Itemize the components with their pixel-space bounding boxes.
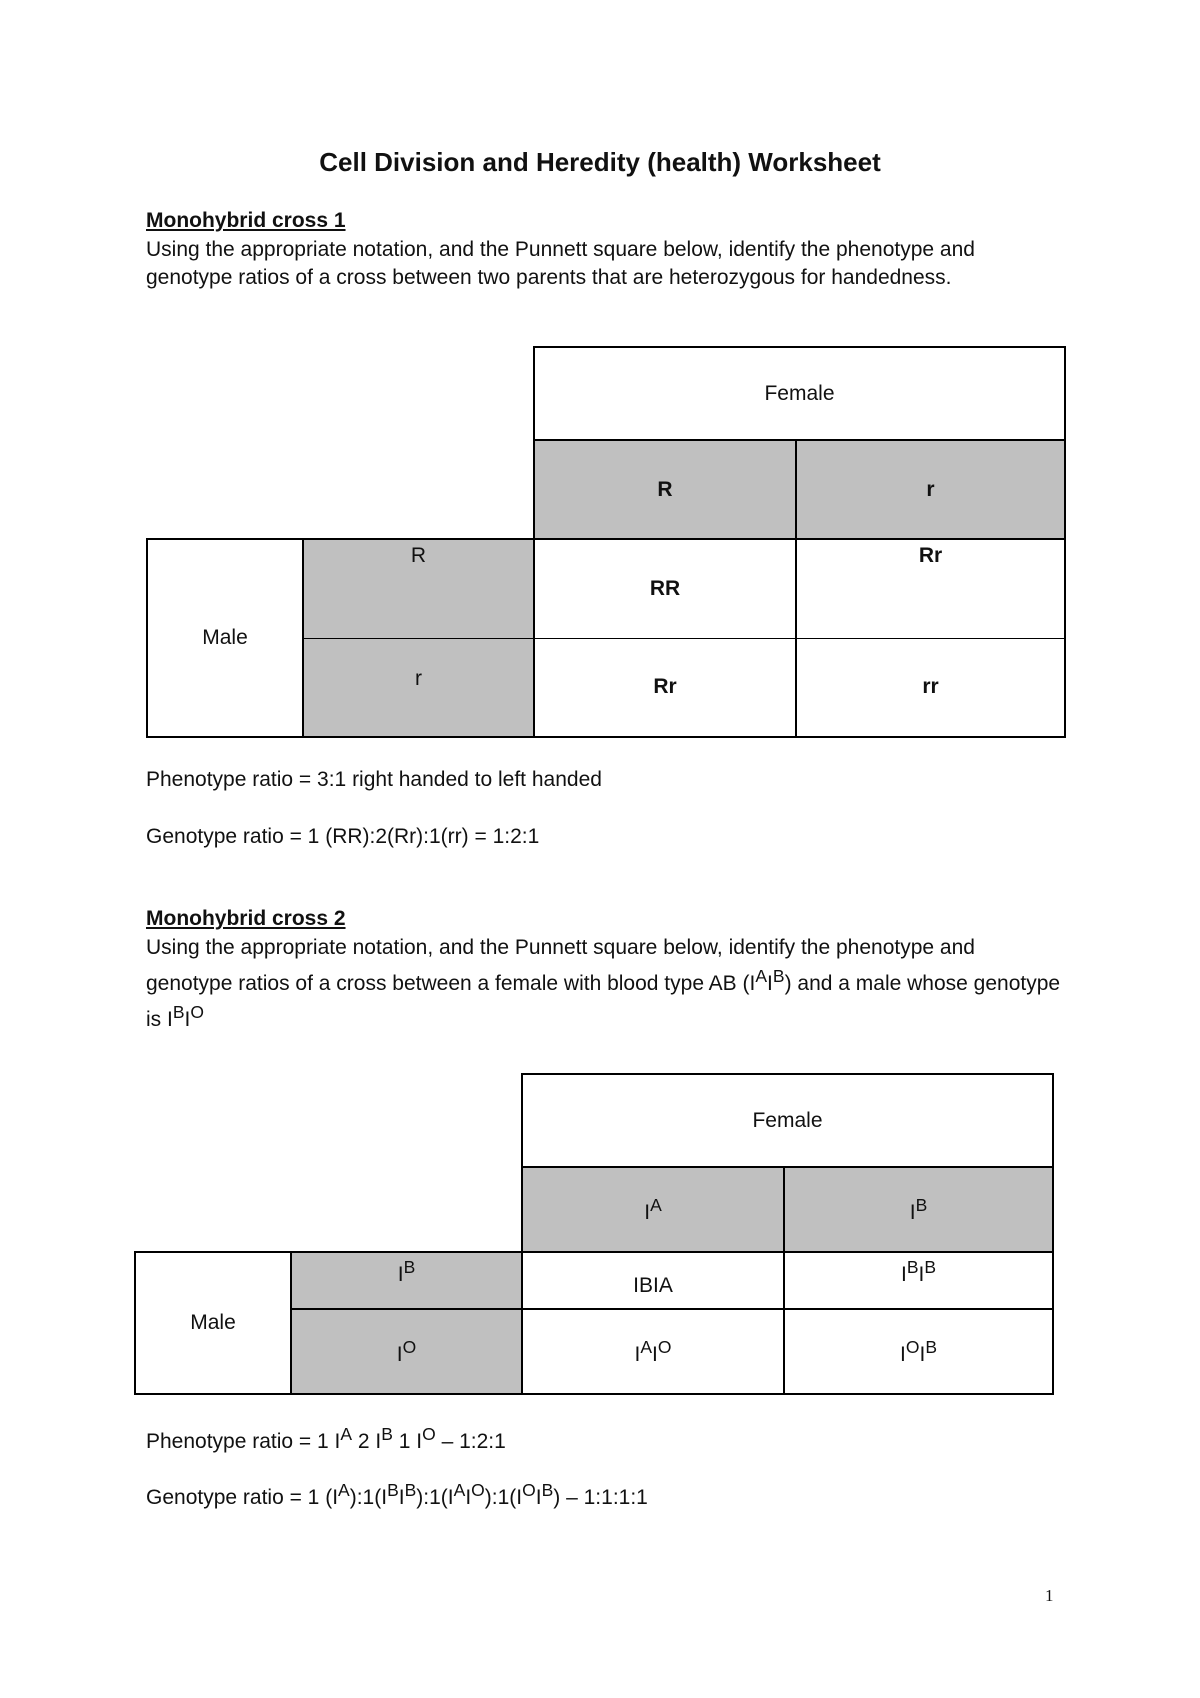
cross2-genotype-ratio: Genotype ratio = 1 $(I^A):1(I^BI^B):1(I^AI^O):1(I^OI^B)$ – 1:1:1:1 bbox=[146, 1480, 648, 1509]
male-allele: r bbox=[303, 638, 534, 737]
offspring-cell: rr bbox=[796, 638, 1065, 737]
punnett-square-2 bbox=[134, 1073, 1054, 1395]
female-header: Female bbox=[534, 347, 1065, 440]
offspring-cell: IBIA bbox=[522, 1252, 784, 1309]
punnett-square-1 bbox=[146, 346, 1066, 738]
cross1-instructions: Using the appropriate notation, and the Punnett square below, identify the phenotype and genotype ratios of a cross between two parents that are heterozygous for handedness. bbox=[146, 238, 975, 289]
female-header: Female bbox=[522, 1074, 1053, 1167]
offspring-cell: $I^BI^B$ bbox=[784, 1252, 1053, 1309]
offspring-cell: Rr bbox=[534, 638, 796, 737]
male-header: Male bbox=[135, 1252, 291, 1394]
offspring-cell: Rr bbox=[796, 539, 1065, 638]
female-allele: r bbox=[796, 440, 1065, 539]
cross1-phenotype-ratio: Phenotype ratio = 3:1 right handed to left handed bbox=[146, 768, 602, 791]
female-allele: $I^B$ bbox=[784, 1167, 1053, 1252]
cross2-phenotype-ratio: Phenotype ratio = 1 $I^A$ 2 $I^B$ 1 $I^O$ – 1:2:1 bbox=[146, 1424, 506, 1453]
female-allele: R bbox=[534, 440, 796, 539]
page-title: Cell Division and Heredity (health) Worksheet bbox=[319, 147, 881, 177]
cross1-genotype-ratio: Genotype ratio = 1 (RR):2(Rr):1(rr) = 1:2:1 bbox=[146, 825, 540, 848]
offspring-cell: $I^OI^B$ bbox=[784, 1309, 1053, 1394]
male-allele: R bbox=[303, 539, 534, 638]
offspring-cell: RR bbox=[534, 539, 796, 638]
cross2-instructions: Using the appropriate notation, and the Punnett square below, identify the phenotype and genotype ratios of a cross between a female with blood type AB $(I^AI^B)$ and a male whose genotype is $I^BI^O$ bbox=[146, 936, 1061, 1031]
female-allele: $I^A$ bbox=[522, 1167, 784, 1252]
male-allele: $I^B$ bbox=[291, 1252, 522, 1309]
offspring-cell: $I^AI^O$ bbox=[522, 1309, 784, 1394]
cross2-heading: Monohybrid cross 2 bbox=[146, 907, 346, 930]
page-number: 1 bbox=[1045, 1586, 1054, 1605]
male-allele: $I^O$ bbox=[291, 1309, 522, 1394]
cross1-heading: Monohybrid cross 1 bbox=[146, 209, 346, 232]
male-header: Male bbox=[147, 539, 303, 737]
